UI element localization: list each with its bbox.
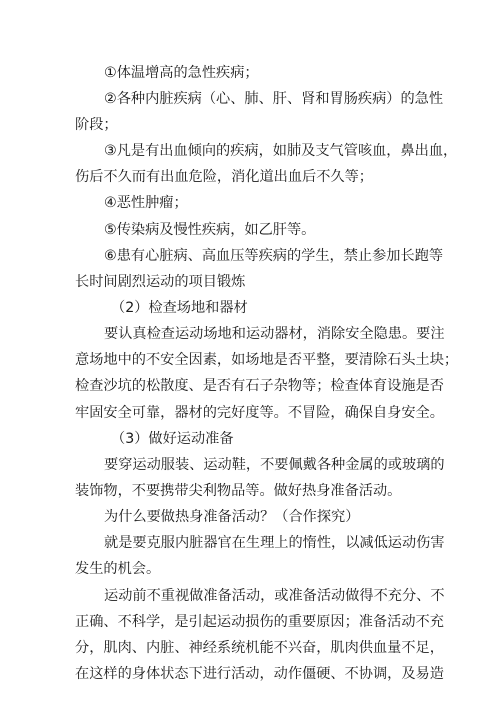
list-item-3: ③凡是有出血倾向的疾病，如肺及支气管咳血，鼻出血， xyxy=(104,143,458,159)
section-heading: （2）检查场地和器材 xyxy=(111,300,248,316)
paragraph-line: 牢固安全可靠，器材的完好度等。不冒险，确保自身安全。 xyxy=(75,405,444,421)
paragraph-line: 检查沙坑的松散度、是否有石子杂物等；检查体育设施是否 xyxy=(75,378,444,394)
paragraph-line: 要认真检查运动场地和运动器材，消除安全隐患。要注 xyxy=(104,326,445,342)
text-line: 长时间剧烈运动的项目锻炼 xyxy=(75,274,246,290)
question-line: 为什么要做热身准备活动？（合作探究） xyxy=(104,509,360,525)
paragraph-line: 就是要克服内脏器官在生理上的惰性，以减低运动伤害 xyxy=(104,535,445,551)
paragraph-line: 装饰物，不要携带尖利物品等。做好热身准备活动。 xyxy=(75,483,402,499)
list-item-1: ①体温增高的急性疾病； xyxy=(104,65,259,81)
text-line: 阶段； xyxy=(75,117,118,133)
paragraph-line: 正确、不科学，是引起运动损伤的重要原因；准备活动不充 xyxy=(75,614,444,630)
paragraph-line: 意场地中的不安全因素，如场地是否平整，要清除石头土块； xyxy=(75,352,459,368)
paragraph-line: 发生的机会。 xyxy=(75,561,161,577)
list-item-6: ⑥患有心脏病、高血压等疾病的学生，禁止参加长跑等 xyxy=(104,248,444,264)
list-item-4: ④恶性肿瘤； xyxy=(104,195,188,211)
paragraph-line: 要穿运动服装、运动鞋，不要佩戴各种金属的或玻璃的 xyxy=(104,457,445,473)
list-item-2: ②各种内脏疾病（心、肺、肝、肾和胃肠疾病）的急性 xyxy=(104,91,444,107)
paragraph-line: 运动前不重视做准备活动，或准备活动做得不充分、不 xyxy=(104,588,445,604)
section-heading: （3）做好运动准备 xyxy=(111,431,234,447)
text-line: 伤后不久而有出血危险，消化道出血后不久等； xyxy=(75,169,373,185)
paragraph-line: 分，肌肉、内脏、神经系统机能不兴奋，肌肉供血量不足， xyxy=(75,640,444,656)
list-item-5: ⑤传染病及慢性疾病，如乙肝等。 xyxy=(104,222,316,238)
paragraph-line: 在这样的身体状态下进行活动，动作僵硬、不协调，及易造 xyxy=(75,666,444,682)
